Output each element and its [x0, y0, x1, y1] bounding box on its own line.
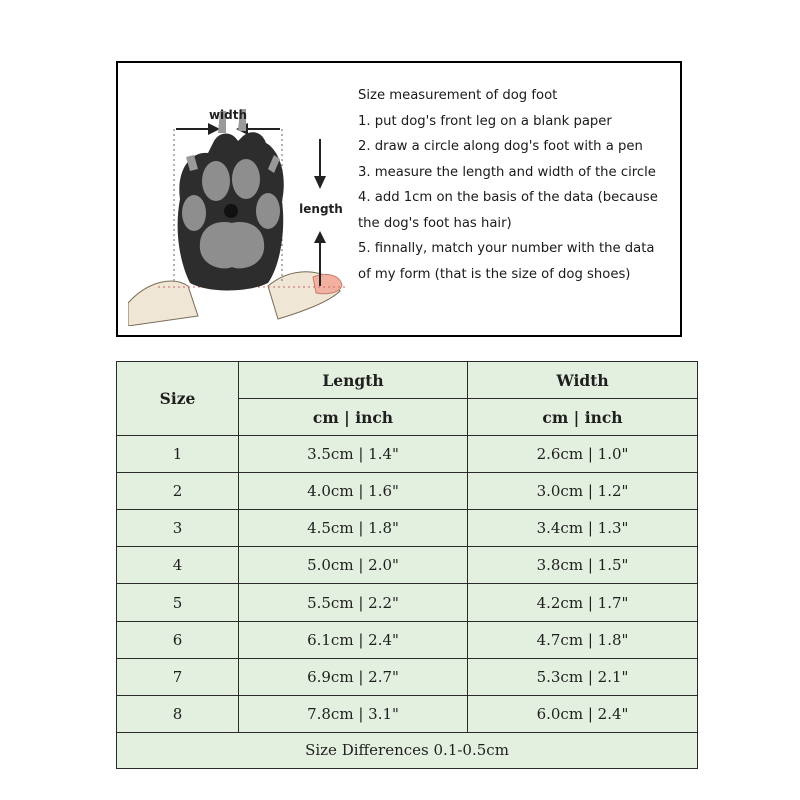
finger-tip: [313, 274, 342, 293]
length-cell: 7.8cm | 3.1": [239, 695, 468, 732]
toe-pad: [232, 159, 260, 199]
length-label: length: [299, 202, 343, 216]
width-cell: 3.8cm | 1.5": [468, 547, 698, 584]
length-cell: 6.9cm | 2.7": [239, 658, 468, 695]
instruction-line: 5. finnally, match your number with the data: [358, 241, 655, 256]
width-cell: 2.6cm | 1.0": [468, 436, 698, 473]
instruction-line: 1. put dog's front leg on a blank paper: [358, 113, 612, 129]
length-cell: 4.0cm | 1.6": [239, 473, 468, 510]
width-cell: 6.0cm | 2.4": [468, 695, 698, 732]
instructions-heading: Size measurement of dog foot: [358, 88, 558, 103]
width-cell: 4.2cm | 1.7": [468, 584, 698, 621]
table-row: [117, 547, 698, 584]
length-unit-header: cm | inch: [239, 399, 468, 436]
size-cell: 6: [117, 621, 239, 658]
width-cell: 3.4cm | 1.3": [468, 510, 698, 547]
length-cell: 4.5cm | 1.8": [239, 510, 468, 547]
instruction-line: of my form (that is the size of dog shoes): [358, 266, 631, 282]
width-column-header: Width: [468, 362, 698, 399]
table-footer-row: [117, 732, 698, 768]
size-chart-table: [116, 361, 698, 769]
size-cell: 7: [117, 658, 239, 695]
table-header-row: [117, 362, 698, 399]
main-pad: [200, 222, 264, 268]
table-row: [117, 436, 698, 473]
size-cell: 4: [117, 547, 239, 584]
table-row: [117, 510, 698, 547]
width-cell: 5.3cm | 2.1": [468, 658, 698, 695]
toe-pad: [202, 161, 230, 201]
size-cell: 5: [117, 584, 239, 621]
size-cell: 2: [117, 473, 239, 510]
size-differences-note: Size Differences 0.1-0.5cm: [117, 732, 698, 768]
toe-pad: [182, 195, 206, 231]
toe-pad: [256, 193, 280, 229]
width-label: width: [208, 108, 248, 122]
table-row: [117, 695, 698, 732]
table-row: [117, 658, 698, 695]
length-column-header: Length: [239, 362, 468, 399]
width-cell: 4.7cm | 1.8": [468, 621, 698, 658]
table-row: [117, 473, 698, 510]
instruction-line: 2. draw a circle along dog's foot with a pen: [358, 139, 643, 154]
size-cell: 3: [117, 510, 239, 547]
hand-shape: [128, 281, 198, 326]
length-cell: 3.5cm | 1.4": [239, 436, 468, 473]
size-cell: 8: [117, 695, 239, 732]
table-row: [117, 584, 698, 621]
instruction-line: 4. add 1cm on the basis of the data (because: [358, 190, 658, 205]
length-cell: 5.5cm | 2.2": [239, 584, 468, 621]
size-cell: 1: [117, 436, 239, 473]
measurement-instructions-panel: [116, 61, 682, 337]
paw-measurement-illustration: [128, 81, 358, 326]
instruction-line: 3. measure the length and width of the circle: [358, 164, 656, 180]
table-row: [117, 621, 698, 658]
length-cell: 6.1cm | 2.4": [239, 621, 468, 658]
instruction-text: [358, 83, 678, 287]
width-cell: 3.0cm | 1.2": [468, 473, 698, 510]
instruction-line: the dog's foot has hair): [358, 215, 512, 231]
width-unit-header: cm | inch: [468, 399, 698, 436]
length-cell: 5.0cm | 2.0": [239, 547, 468, 584]
size-column-header: Size: [117, 362, 239, 436]
